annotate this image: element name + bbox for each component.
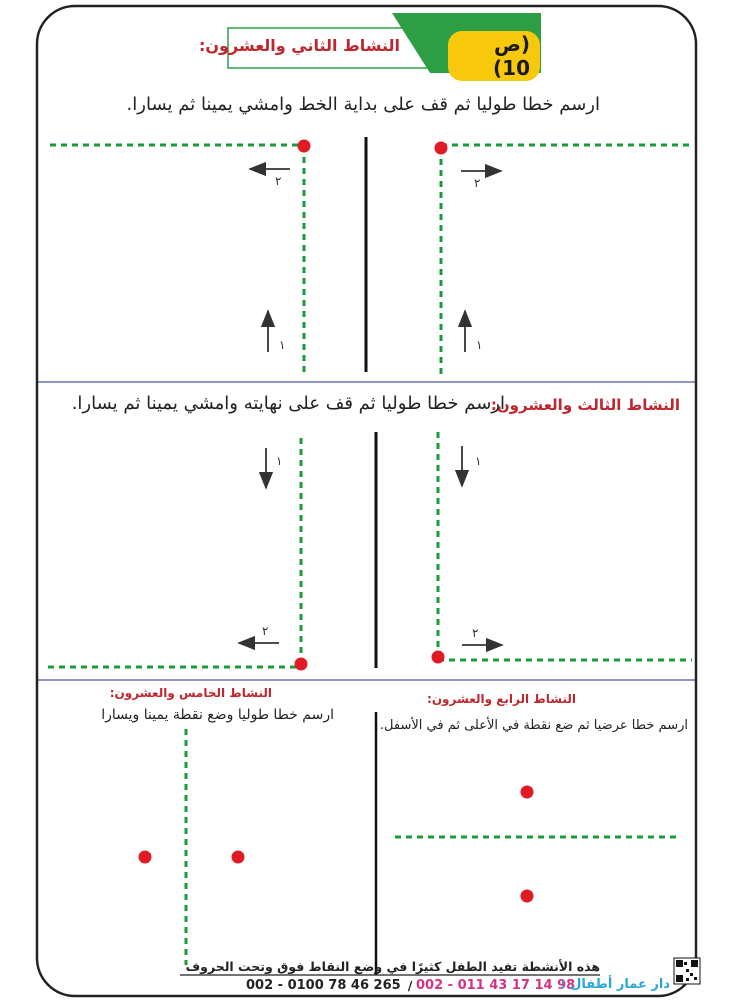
activity-22-title: النشاط الثاني والعشرون: — [199, 36, 400, 55]
step-label-22-left-1: ١ — [279, 338, 286, 352]
dot-25-right — [232, 851, 245, 864]
step-label-23-left-1: ١ — [276, 454, 283, 468]
step-label-22-right-1: ١ — [476, 338, 483, 352]
activity-25-title: النشاط الخامس والعشرون: — [109, 686, 272, 700]
step-label-23-left-2: ٢ — [262, 624, 269, 638]
dot-24-top — [521, 786, 534, 799]
dot-22-right — [435, 142, 448, 155]
footer-phone-2: 002 - 0100 78 46 265 — [246, 978, 401, 993]
footer-note: هذه الأنشطة تفيد الطفل كثيرًا في وضع النقاط فوق وتحت الحروف — [185, 959, 600, 974]
page-number-label: (ص 10) — [448, 31, 540, 81]
activity-24-instruction: ارسم خطا عرضيا ثم ضع نقطة في الأعلى ثم في الأسفل. — [379, 718, 688, 733]
activity-23-instruction: ارسم خطا طوليا ثم قف على نهايته وامشي يمينا ثم يسارا. — [71, 393, 505, 414]
activity-25-instruction: ارسم خطا طوليا وضع نقطة يمينا ويسارا — [101, 707, 334, 723]
footer-phone-1: 002 - 011 43 17 14 98 — [416, 978, 576, 993]
activity-24-title: النشاط الرابع والعشرون: — [427, 692, 576, 706]
footer-separator: / — [407, 978, 413, 993]
step-label-22-right-2: ٢ — [474, 176, 481, 190]
activity-22-instruction: ارسم خطا طوليا ثم قف على بداية الخط وامشي يمينا ثم يسارا. — [126, 94, 600, 115]
activity-23-title: النشاط الثالث والعشرون: — [490, 396, 680, 414]
footer-publisher: دار عمار أطفال : — [560, 977, 670, 992]
dot-24-bottom — [521, 890, 534, 903]
dot-22-left — [298, 140, 311, 153]
step-label-23-right-2: ٢ — [472, 626, 479, 640]
dot-23-left — [295, 658, 308, 671]
dot-23-right — [432, 651, 445, 664]
step-label-23-right-1: ١ — [475, 454, 482, 468]
qr-code-icon — [674, 958, 700, 984]
page-badge — [390, 13, 540, 80]
dot-25-left — [139, 851, 152, 864]
step-label-22-left-2: ٢ — [275, 174, 282, 188]
